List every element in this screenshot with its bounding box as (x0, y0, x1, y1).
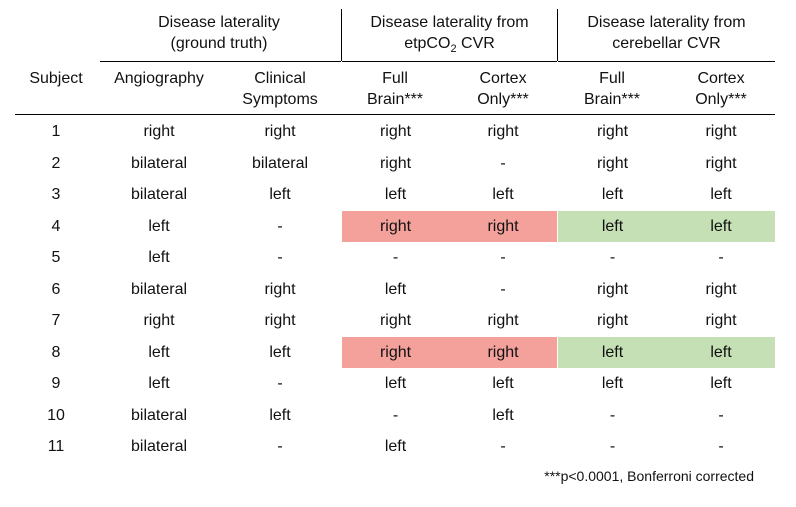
cell-etp-full: right (379, 123, 412, 140)
column-header-etp-cortex: Cortex Only*** (477, 70, 529, 108)
group-header-line: etpCO$_2$ CVR (404, 35, 495, 56)
group-header-line: cerebellar CVR (612, 35, 721, 52)
cell-etp-cortex: - (500, 249, 506, 266)
column-header-cer-full: Full Brain*** (583, 70, 641, 108)
cell-etp-full: right (379, 312, 412, 329)
cell-etp-cortex: - (500, 154, 506, 172)
cell-etp-full: left (384, 186, 407, 203)
cell-subject: 11 (47, 438, 65, 455)
group-header-line: Disease laterality (158, 14, 280, 31)
cell-angiography: left (148, 343, 170, 361)
cell-angiography: left (148, 375, 170, 392)
table-row (0, 400, 796, 431)
header-divider (15, 114, 775, 115)
table-row (0, 431, 796, 462)
cell-etp-cortex: left (492, 375, 514, 392)
table-row (0, 179, 796, 210)
cell-etp-full: left (384, 438, 407, 455)
column-header-etp-full: Full Brain*** (366, 70, 424, 108)
group-header-line: Disease laterality from (587, 14, 746, 31)
cell-cer-cortex: - (718, 406, 724, 424)
cell-cer-full: - (609, 249, 616, 266)
cell-clinical: - (277, 217, 283, 235)
cell-cer-cortex: right (705, 154, 737, 172)
table-row (0, 242, 796, 273)
cell-cer-cortex: left (710, 186, 732, 203)
table-row (0, 337, 796, 368)
group-underline (342, 61, 557, 62)
cell-angiography: right (143, 123, 175, 140)
table-row (0, 116, 796, 147)
cell-subject: 10 (47, 406, 65, 424)
cell-cer-cortex: - (718, 249, 724, 266)
cell-cer-full: left (601, 375, 624, 392)
cell-etp-cortex: - (500, 280, 506, 298)
table-row (0, 211, 796, 242)
cell-subject: 6 (51, 280, 61, 298)
cell-subject: 4 (51, 217, 61, 235)
cell-clinical: - (277, 438, 283, 455)
group-header-etpco2 (342, 12, 557, 60)
cell-clinical: left (269, 186, 291, 203)
cell-clinical: right (264, 280, 296, 298)
cell-clinical: left (269, 406, 291, 424)
cell-cer-full: - (609, 438, 616, 455)
cell-cer-cortex: left (667, 337, 775, 368)
cell-subject: 9 (51, 375, 61, 392)
cell-angiography: bilateral (130, 406, 188, 424)
group-header-ground-truth (100, 12, 338, 60)
cell-cer-full: right (596, 312, 629, 329)
cell-clinical: - (277, 375, 283, 392)
cell-clinical: right (264, 312, 296, 329)
cell-cer-cortex: right (705, 280, 737, 298)
cell-subject: 7 (51, 312, 61, 329)
cell-subject: 1 (51, 123, 61, 140)
group-header-cerebellar (558, 12, 775, 60)
table-row (0, 305, 796, 336)
column-header-subject: Subject (29, 70, 83, 87)
cell-angiography: left (148, 217, 170, 235)
cell-angiography: right (143, 312, 175, 329)
cell-angiography: bilateral (130, 280, 188, 298)
cell-cer-full: left (558, 337, 667, 368)
cell-subject: 2 (51, 154, 61, 172)
cell-etp-cortex: left (492, 186, 514, 203)
group-header-line: Disease laterality from (370, 14, 529, 31)
cell-etp-cortex: left (492, 406, 514, 424)
cell-etp-cortex: right (449, 337, 557, 368)
cell-cer-cortex: left (710, 375, 732, 392)
cell-cer-full: right (596, 154, 629, 172)
cell-etp-cortex: right (487, 123, 519, 140)
cell-clinical: - (277, 249, 283, 266)
table-row (0, 368, 796, 399)
cell-cer-full: right (596, 123, 629, 140)
cell-etp-cortex: right (487, 312, 519, 329)
cell-etp-full: - (392, 406, 399, 424)
group-underline (558, 61, 775, 62)
cell-etp-full: right (379, 154, 412, 172)
column-header-cer-cortex: Cortex Only*** (695, 70, 747, 108)
cell-angiography: bilateral (130, 186, 188, 203)
cell-etp-full: left (384, 375, 407, 392)
cell-angiography: bilateral (130, 154, 188, 172)
table-row (0, 148, 796, 179)
cell-subject: 8 (51, 343, 61, 361)
cell-clinical: left (269, 343, 291, 361)
footnote: ***p<0.0001, Bonferroni corrected (544, 468, 754, 484)
cell-cer-cortex: - (718, 438, 724, 455)
cell-etp-full: left (384, 280, 407, 298)
cell-angiography: left (148, 249, 170, 266)
cell-etp-full: - (392, 249, 399, 266)
cell-cer-full: left (601, 186, 624, 203)
group-underline (100, 61, 341, 62)
cell-subject: 3 (51, 186, 61, 203)
cell-cer-full: left (558, 211, 667, 242)
cell-cer-cortex: right (705, 312, 737, 329)
group-header-line: (ground truth) (170, 35, 268, 52)
cell-subject: 5 (51, 249, 61, 266)
cell-etp-full: right (342, 211, 449, 242)
cell-etp-cortex: - (500, 438, 506, 455)
cell-cer-cortex: left (667, 211, 775, 242)
table-row (0, 274, 796, 305)
cell-cer-cortex: right (705, 123, 737, 140)
cell-etp-full: right (342, 337, 449, 368)
cell-clinical: bilateral (251, 154, 309, 172)
column-header-clinical: Clinical Symptoms (242, 70, 318, 108)
cell-cer-full: - (609, 406, 616, 424)
cell-angiography: bilateral (130, 438, 188, 455)
cell-clinical: right (264, 123, 296, 140)
column-header-angiography: Angiography (114, 70, 204, 87)
cell-etp-cortex: right (449, 211, 557, 242)
cell-cer-full: right (596, 280, 629, 298)
